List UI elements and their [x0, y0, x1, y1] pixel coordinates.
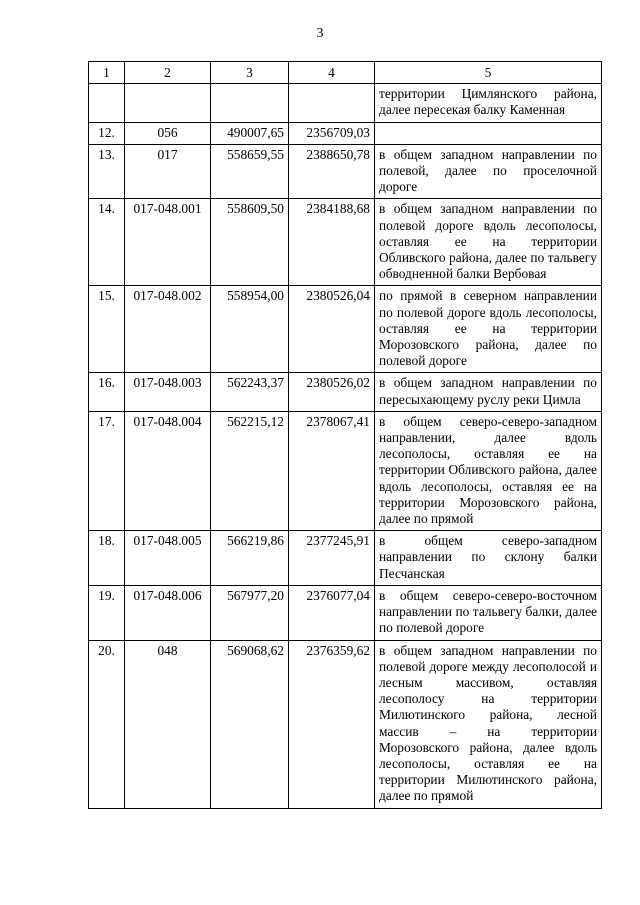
- boundary-description: в общем западном направлении по полевой дороге между лесополосой и лесным массивом, оставляя лесополосу на территории Милютинского района, лесной массив – на территории Морозовского района, далее вдоль лесополосы, оставляя ее на территории Милютинского района, далее по прямой: [375, 640, 602, 808]
- table-row: [89, 640, 602, 808]
- table-row: [89, 531, 602, 586]
- point-code: 056: [125, 122, 211, 144]
- table-row: [89, 411, 602, 530]
- boundary-table: [88, 61, 602, 809]
- row-number: [89, 84, 125, 122]
- boundary-description: в общем северо-северо-восточном направлении по тальвегу балки, далее по полевой дороге: [375, 585, 602, 640]
- coordinate-y: 2380526,04: [289, 286, 375, 373]
- page-number: 3: [316, 26, 324, 41]
- boundary-description: по прямой в северном направлении по полевой дороге вдоль лесополосы, оставляя ее на территории Морозовского района, далее по полевой дороге: [375, 286, 602, 373]
- table-row: [89, 373, 602, 411]
- point-code: 048: [125, 640, 211, 808]
- row-number: 19.: [89, 585, 125, 640]
- column-header: 1: [89, 62, 125, 84]
- coordinate-x: 490007,65: [211, 122, 289, 144]
- row-number: 18.: [89, 531, 125, 586]
- point-code: 017-048.003: [125, 373, 211, 411]
- row-number: 13.: [89, 144, 125, 199]
- coordinate-x: 558954,00: [211, 286, 289, 373]
- boundary-description: территории Цимлянского района, далее пересекая балку Каменная: [375, 84, 602, 122]
- coordinate-y: 2376359,62: [289, 640, 375, 808]
- header-row: [89, 62, 602, 84]
- column-header: 5: [375, 62, 602, 84]
- row-number: 12.: [89, 122, 125, 144]
- point-code: 017-048.001: [125, 199, 211, 286]
- coordinate-x: 562215,12: [211, 411, 289, 530]
- table-row: [89, 84, 602, 122]
- boundary-description: в общем северо-западном направлении по склону балки Песчанская: [375, 531, 602, 586]
- column-header: 4: [289, 62, 375, 84]
- point-code: 017: [125, 144, 211, 199]
- table-row: [89, 286, 602, 373]
- row-number: 17.: [89, 411, 125, 530]
- coordinate-y: 2356709,03: [289, 122, 375, 144]
- point-code: 017-048.006: [125, 585, 211, 640]
- coordinate-y: 2377245,91: [289, 531, 375, 586]
- column-header: 3: [211, 62, 289, 84]
- boundary-description: в общем северо-северо-западном направлении, далее вдоль лесополосы, оставляя ее на территории Обливского района, далее вдоль лесополосы, оставляя ее на территории Морозовского района, далее по прямой: [375, 411, 602, 530]
- point-code: 017-048.004: [125, 411, 211, 530]
- row-number: 20.: [89, 640, 125, 808]
- row-number: 14.: [89, 199, 125, 286]
- coordinate-x: 558609,50: [211, 199, 289, 286]
- row-number: 15.: [89, 286, 125, 373]
- boundary-description: в общем западном направлении по полевой, далее по проселочной дороге: [375, 144, 602, 199]
- row-number: 16.: [89, 373, 125, 411]
- point-code: 017-048.002: [125, 286, 211, 373]
- coordinate-y: 2380526,02: [289, 373, 375, 411]
- column-header: 2: [125, 62, 211, 84]
- point-code: [125, 84, 211, 122]
- coordinate-x: 569068,62: [211, 640, 289, 808]
- table-row: [89, 199, 602, 286]
- coordinate-x: 567977,20: [211, 585, 289, 640]
- boundary-description: в общем западном направлении по пересыхающему руслу реки Цимла: [375, 373, 602, 411]
- coordinate-y: 2388650,78: [289, 144, 375, 199]
- coordinate-y: 2378067,41: [289, 411, 375, 530]
- coordinate-x: 562243,37: [211, 373, 289, 411]
- point-code: 017-048.005: [125, 531, 211, 586]
- coordinate-y: [289, 84, 375, 122]
- coordinate-x: [211, 84, 289, 122]
- table-row: [89, 122, 602, 144]
- coordinate-y: 2376077,04: [289, 585, 375, 640]
- boundary-description: в общем западном направлении по полевой дороге вдоль лесополосы, оставляя ее на территории Обливского района, далее по тальвегу обводненной балки Вербовая: [375, 199, 602, 286]
- coordinate-x: 566219,86: [211, 531, 289, 586]
- table-row: [89, 585, 602, 640]
- coordinate-y: 2384188,68: [289, 199, 375, 286]
- coordinate-x: 558659,55: [211, 144, 289, 199]
- boundary-description: [375, 122, 602, 144]
- table-row: [89, 144, 602, 199]
